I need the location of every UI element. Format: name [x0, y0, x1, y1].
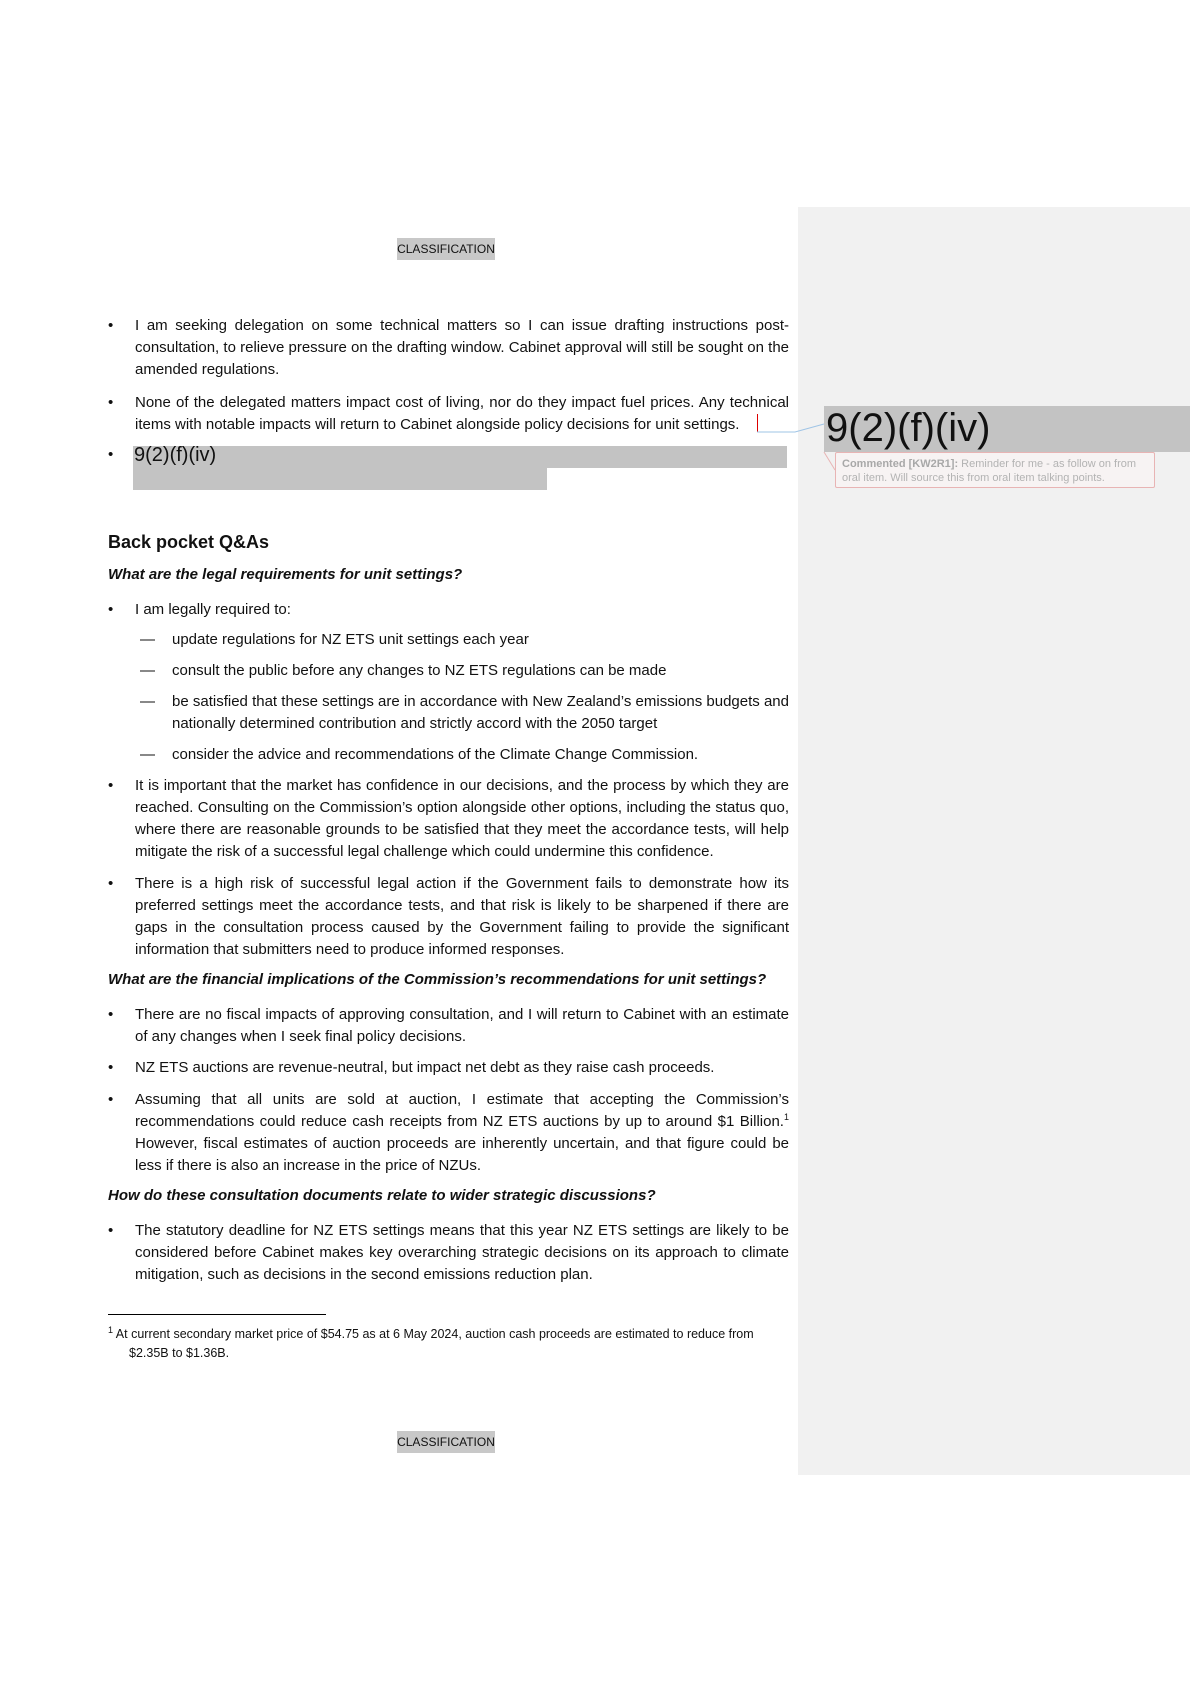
- footnote-text: At current secondary market price of $54.75 as at 6 May 2024, auction cash proceeds are estimated to reduce from: [113, 1327, 754, 1341]
- bullet-icon: •: [108, 1059, 114, 1076]
- comment-balloon[interactable]: [835, 452, 1155, 488]
- dash-icon: —: [140, 631, 155, 648]
- bullet-icon: •: [108, 601, 114, 618]
- footnote-ref[interactable]: 1: [783, 1112, 789, 1122]
- bullet-icon: •: [108, 1006, 114, 1023]
- dash-icon: —: [140, 746, 155, 763]
- sub-list-item: — consider the advice and recommendations of the Climate Change Commission.: [140, 744, 789, 766]
- bullet-text: Assuming that all units are sold at auction, I estimate that accepting the Commission’s recommendations could reduce cash receipts from NZ ETS auctions by up to around $1 Billion.: [135, 1091, 789, 1130]
- bullet-icon: •: [108, 317, 114, 334]
- question-heading: How do these consultation documents relate to wider strategic discussions?: [108, 1187, 656, 1204]
- comment-author: Commented [KW2R1]:: [842, 458, 959, 470]
- bullet-icon: •: [108, 446, 114, 463]
- bullet-icon: •: [108, 875, 114, 892]
- header-classification: CLASSIFICATION: [397, 238, 495, 260]
- comment-text: Reminder for me - as follow on from oral item. Will source this from oral item talking points.: [842, 458, 1137, 484]
- bullet-icon: •: [108, 1222, 114, 1239]
- dash-icon: —: [140, 693, 155, 710]
- sub-list-item: — consult the public before any changes to NZ ETS regulations can be made: [140, 660, 789, 682]
- footnote-marker: 1: [108, 1324, 114, 1335]
- list-item: • The statutory deadline for NZ ETS settings means that this year NZ ETS settings are likely to be considered before Cabinet makes key overarching strategic decisions on its approach to climate mitigation, such as decisions in the second emissions reduction plan.: [108, 1222, 789, 1283]
- list-item: • I am legally required to:: [108, 599, 789, 621]
- bullet-icon: •: [108, 394, 114, 411]
- bullet-icon: •: [108, 777, 114, 794]
- list-item: • I am seeking delegation on some technical matters so I can issue drafting instructions post-consultation, to relieve pressure on the drafting window. Cabinet approval will still be sought on the amended regulations.: [108, 317, 789, 378]
- bullet-text: However, fiscal estimates of auction proceeds are inherently uncertain, and that figure could be less if there is also an increase in the price of NZUs.: [135, 1135, 789, 1174]
- list-item: • There are no fiscal impacts of approving consultation, and I will return to Cabinet with an estimate of any changes when I seek final policy decisions.: [108, 1006, 789, 1045]
- sub-list-item: — update regulations for NZ ETS unit settings each year: [140, 629, 789, 651]
- list-item: • None of the delegated matters impact cost of living, nor do they impact fuel prices. Any technical items with notable impacts will return to Cabinet alongside policy decisions for unit settings.: [108, 394, 789, 433]
- question-heading: What are the legal requirements for unit settings?: [108, 566, 463, 583]
- dash-icon: —: [140, 662, 155, 679]
- redaction-label: 9(2)(f)(iv): [134, 444, 217, 466]
- list-item: • NZ ETS auctions are revenue-neutral, but impact net debt as they raise cash proceeds.: [108, 1057, 789, 1079]
- footnote-text: $2.35B to $1.36B.: [129, 1346, 230, 1360]
- footer-classification: CLASSIFICATION: [397, 1431, 495, 1453]
- list-item: • It is important that the market has confidence in our decisions, and the process by which they are reached. Consulting on the Commission’s option alongside other options, including the status quo, where there are reasonable grounds to be satisfied that they meet the accordance tests, will help mitigate the risk of a successful legal challenge which could undermine this confidence.: [108, 777, 789, 860]
- sub-list-item: — be satisfied that these settings are in accordance with New Zealand’s emissions budgets and nationally determined contribution and strictly accord with the 2050 target: [140, 693, 789, 732]
- question-heading: What are the financial implications of the Commission’s recommendations for unit settings?: [108, 971, 767, 988]
- section-heading: Back pocket Q&As: [108, 532, 270, 552]
- list-item: • There is a high risk of successful legal action if the Government fails to demonstrate how its preferred settings meet the accordance tests, and that risk is likely to be sharpened if there are gaps in the consultation process caused by the Government failing to provide the significant information that submitters need to produce informed responses.: [108, 875, 789, 958]
- comment-redaction-label: 9(2)(f)(iv): [826, 406, 991, 450]
- bullet-icon: •: [108, 1091, 114, 1108]
